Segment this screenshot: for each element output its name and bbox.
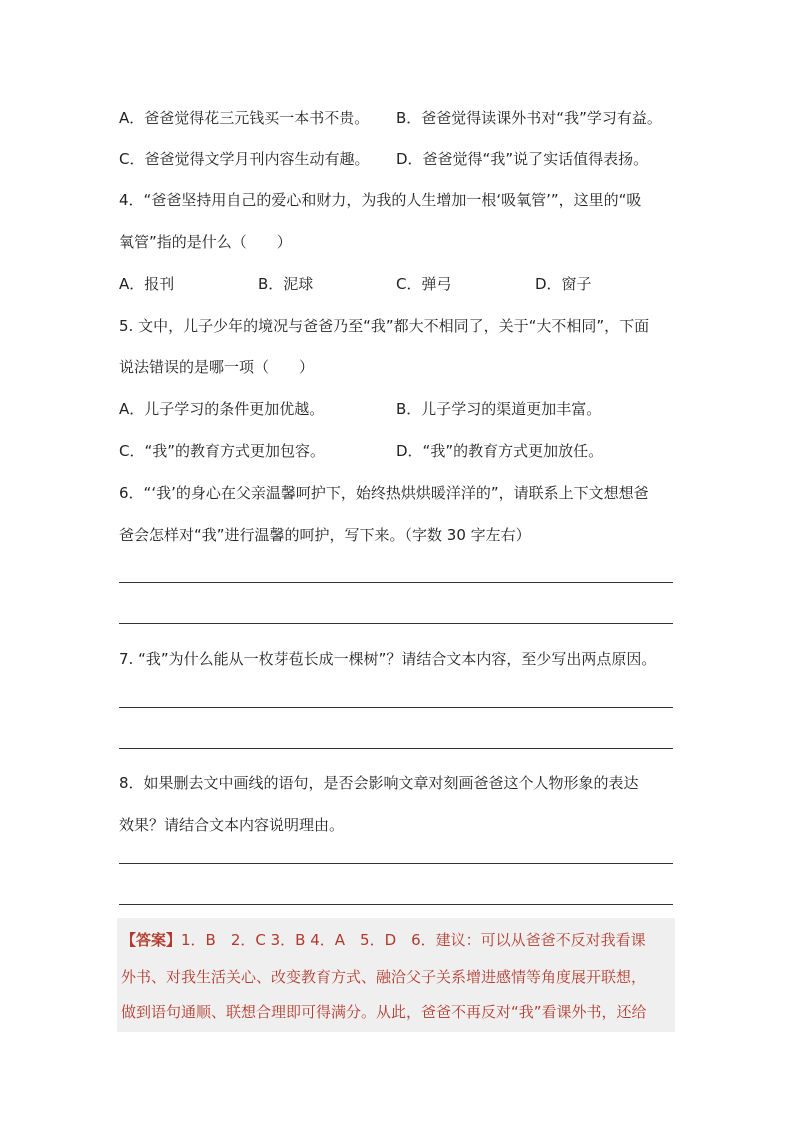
q4-option-a: A．报刊 bbox=[119, 275, 175, 293]
q5-option-d: D．“我”的教育方式更加放任。 bbox=[396, 442, 604, 460]
answer-line-1-text: 1．B 2．C 3．B 4．A 5．D 6．建议：可以从爸爸不反对我看课 bbox=[181, 931, 646, 949]
q6-stem-line-2: 爸会怎样对“我”进行温馨的呵护，写下来。（字数 30 字左右） bbox=[119, 526, 531, 544]
q3-option-d: D．爸爸觉得“我”说了实话值得表扬。 bbox=[396, 150, 649, 168]
q5-option-a: A．儿子学习的条件更加优越。 bbox=[119, 400, 325, 418]
q8-stem-line-1: 8．如果删去文中画线的语句，是否会影响文章对刻画爸爸这个人物形象的表达 bbox=[119, 774, 639, 792]
answer-line-1 bbox=[121, 930, 646, 950]
q5-stem-line-1: 5. 文中，儿子少年的境况与爸爸乃至“我”都大不相同了，关于“大不相同”，下面 bbox=[119, 317, 650, 335]
answer-line-3: 做到语句通顺、联想合理即可得满分。从此，爸爸不再反对“我”看课外书，还给 bbox=[121, 1003, 647, 1021]
q4-option-b: B．泥球 bbox=[258, 275, 314, 293]
q4-stem-line-1: 4．“爸爸坚持用自己的爱心和财力，为我的人生增加一根‘吸氧管’”，这里的“吸 bbox=[119, 191, 642, 209]
q6-answer-line-1[interactable] bbox=[119, 582, 673, 583]
q6-stem-line-1: 6．“‘我’的身心在父亲温馨呵护下，始终热烘烘暖洋洋的”，请联系上下文想想爸 bbox=[119, 484, 649, 502]
q8-answer-line-2[interactable] bbox=[119, 904, 673, 905]
answer-tag: 【答案】 bbox=[121, 931, 182, 949]
q5-stem-line-2: 说法错误的是哪一项（ ） bbox=[119, 358, 315, 376]
q8-stem-line-2: 效果？请结合文本内容说明理由。 bbox=[119, 816, 345, 834]
q3-option-c: C．爸爸觉得文学月刊内容生动有趣。 bbox=[119, 150, 370, 168]
q8-answer-line-1[interactable] bbox=[119, 863, 673, 864]
q5-option-b: B．儿子学习的渠道更加丰富。 bbox=[396, 400, 602, 418]
q6-answer-line-2[interactable] bbox=[119, 623, 673, 624]
q7-answer-line-2[interactable] bbox=[119, 748, 673, 749]
q5-option-c: C．“我”的教育方式更加包容。 bbox=[119, 442, 326, 460]
q4-stem-line-2: 氧管”指的是什么（ ） bbox=[119, 233, 292, 251]
q3-option-a: A．爸爸觉得花三元钱买一本书不贵。 bbox=[119, 109, 370, 127]
answer-line-2: 外书、对我生活关心、改变教育方式、融洽父子关系增进感情等角度展开联想， bbox=[121, 968, 647, 986]
answer-box bbox=[117, 918, 675, 1032]
q7-answer-line-1[interactable] bbox=[119, 707, 673, 708]
q7-stem-line-1: 7. “我”为什么能从一枚芽苞长成一棵树”？请结合文本内容，至少写出两点原因。 bbox=[119, 650, 657, 668]
q4-option-c: C．弹弓 bbox=[396, 275, 452, 293]
q4-option-d: D．窗子 bbox=[535, 275, 592, 293]
q3-option-b: B．爸爸觉得读课外书对“我”学习有益。 bbox=[396, 109, 662, 127]
